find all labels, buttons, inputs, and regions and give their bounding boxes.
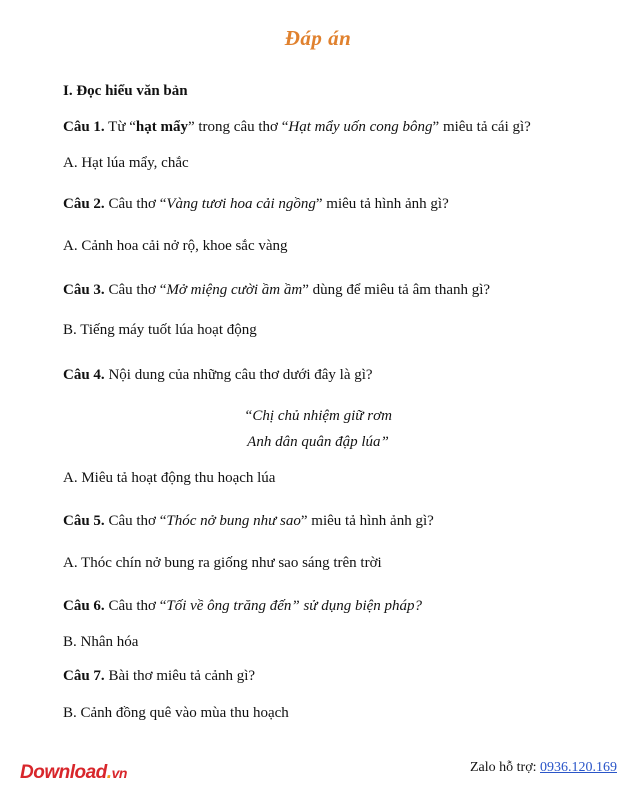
page-title: Đáp án (284, 26, 352, 50)
page-footer (0, 752, 636, 792)
question-5: Câu 5. Câu thơ “Thóc nở bung như sao” miêu tả hình ảnh gì? (63, 513, 434, 529)
question-7: Câu 7. Bài thơ miêu tả cảnh gì? (63, 668, 256, 684)
zalo-support: Zalo hỗ trợ: 0936.120.169 (470, 760, 617, 775)
answer-1: A. Hạt lúa mẩy, chắc (63, 155, 189, 171)
question-6: Câu 6. Câu thơ “Tối về ông trăng đến” sử dụng biện pháp? (63, 598, 423, 614)
verse-line-1: “Chị chủ nhiệm giữ rơm (244, 408, 392, 424)
question-4: Câu 4. Nội dung của những câu thơ dưới đây là gì? (63, 367, 373, 383)
answer-4: A. Miêu tả hoạt động thu hoạch lúa (63, 470, 276, 486)
question-3: Câu 3. Câu thơ “Mở miệng cười ầm ầm” dùng để miêu tả âm thanh gì? (63, 282, 491, 298)
question-2: Câu 2. Câu thơ “Vàng tươi hoa cải ngồng” miêu tả hình ảnh gì? (63, 196, 449, 212)
answer-6: B. Nhân hóa (63, 634, 139, 650)
answer-5: A. Thóc chín nở bung ra giống như sao sáng trên trời (63, 555, 382, 571)
question-1: Câu 1. Từ “hạt mẩy” trong câu thơ “Hạt mẩy uốn cong bông” miêu tả cái gì? (63, 119, 531, 135)
download-vn-logo[interactable]: Download.vn (20, 762, 127, 783)
section-heading: I. Đọc hiểu văn bản (63, 83, 188, 99)
answer-3: B. Tiếng máy tuốt lúa hoạt động (63, 322, 257, 338)
zalo-phone-link[interactable]: 0936.120.169 (540, 760, 617, 775)
answer-2: A. Cảnh hoa cải nở rộ, khoe sắc vàng (63, 238, 288, 254)
answer-7: B. Cảnh đồng quê vào mùa thu hoạch (63, 705, 289, 721)
verse-line-2: Anh dân quân đập lúa” (247, 434, 389, 450)
